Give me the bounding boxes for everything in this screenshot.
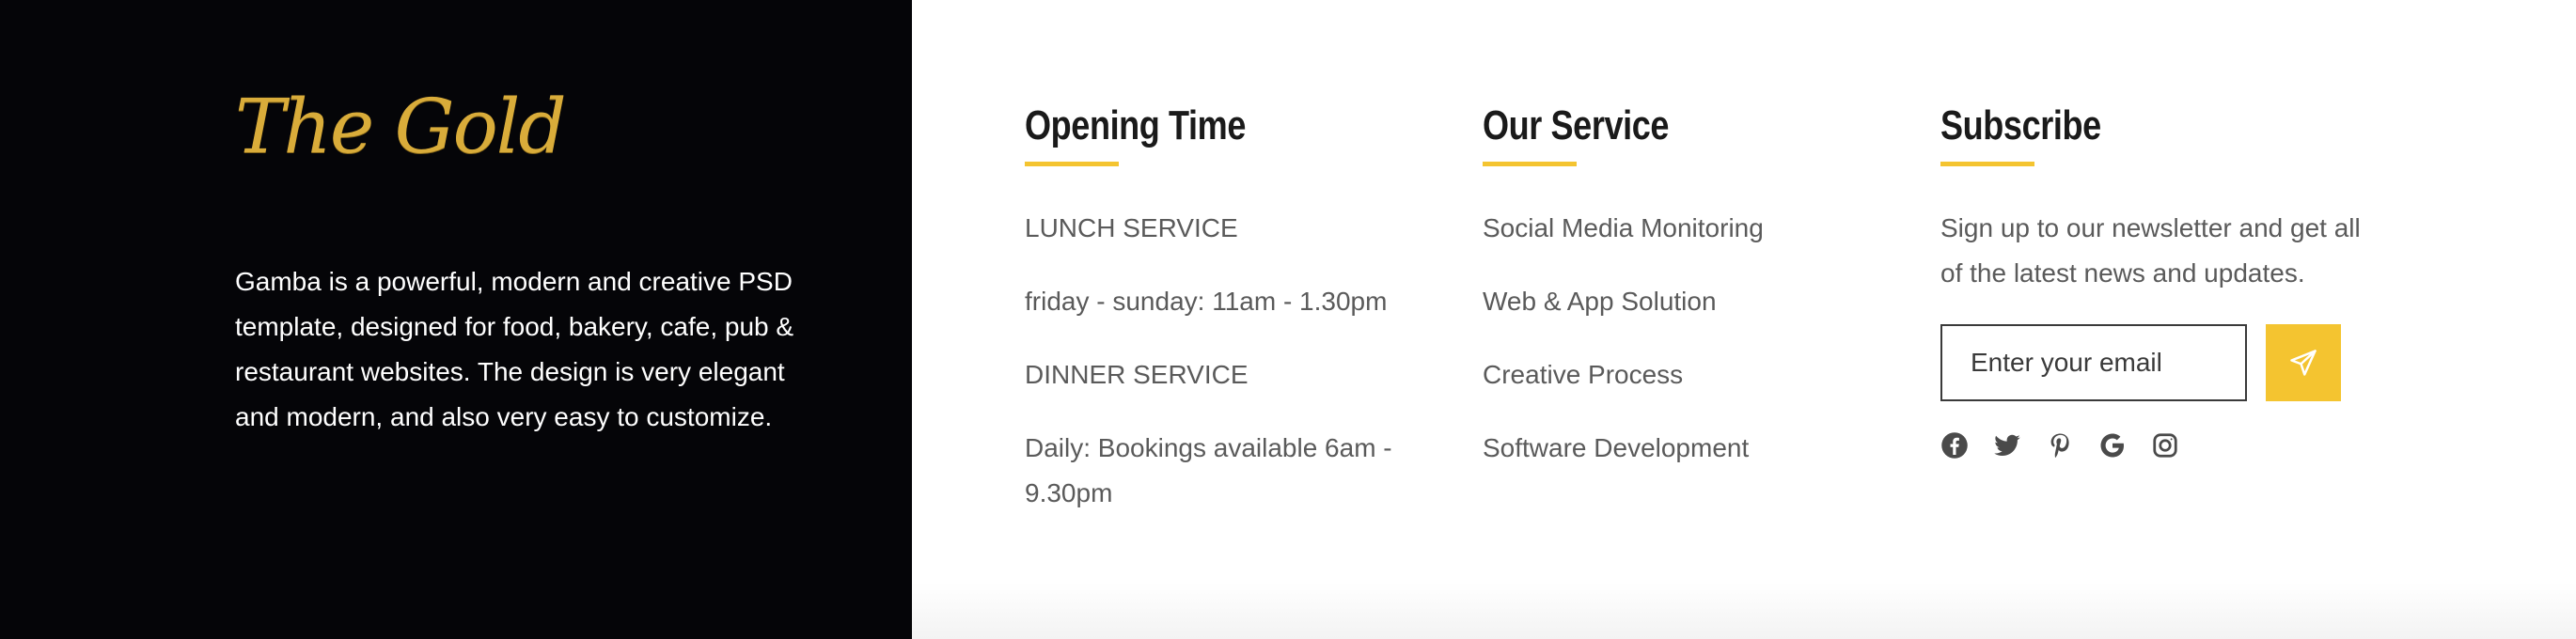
title-underline xyxy=(1940,162,2034,166)
service-link[interactable]: Creative Process xyxy=(1483,360,1684,389)
opening-time-item: LUNCH SERVICE xyxy=(1025,213,1238,242)
opening-time-title: Opening Time xyxy=(1025,102,1246,148)
opening-time-column xyxy=(1025,101,1420,544)
opening-time-item: DINNER SERVICE xyxy=(1025,360,1249,389)
subscribe-text: Sign up to our newsletter and get all of the latest news and updates. xyxy=(1940,213,2361,288)
title-underline xyxy=(1483,162,1577,166)
email-input[interactable] xyxy=(1940,324,2247,401)
subscribe-form xyxy=(1940,324,2373,401)
opening-time-item: friday - sunday: 11am - 1.30pm xyxy=(1025,287,1388,316)
title-underline xyxy=(1025,162,1119,166)
bottom-shadow xyxy=(912,583,2576,639)
pinterest-icon[interactable] xyxy=(2046,431,2074,460)
subscribe-column xyxy=(1940,101,2373,460)
instagram-icon[interactable] xyxy=(2151,431,2179,460)
brand-description: Gamba is a powerful, modern and creative PSD template, designed for food, bakery, cafe, pub & restaurant websites. The design is very elegant and modern, and also very easy to customize. xyxy=(235,267,794,431)
our-service-title: Our Service xyxy=(1483,102,1670,148)
our-service-column xyxy=(1483,101,1764,499)
subscribe-title: Subscribe xyxy=(1940,102,2101,148)
opening-time-list xyxy=(1025,206,1420,516)
service-list xyxy=(1483,206,1764,471)
service-link[interactable]: Social Media Monitoring xyxy=(1483,213,1764,242)
paper-plane-icon xyxy=(2289,349,2317,377)
service-link[interactable]: Web & App Solution xyxy=(1483,287,1717,316)
brand-panel xyxy=(0,0,912,639)
opening-time-item: Daily: Bookings available 6am - 9.30pm xyxy=(1025,433,1392,507)
google-icon[interactable] xyxy=(2098,431,2127,460)
service-link[interactable]: Software Development xyxy=(1483,433,1750,462)
facebook-icon[interactable] xyxy=(1940,431,1969,460)
twitter-icon[interactable] xyxy=(1993,431,2021,460)
subscribe-button[interactable] xyxy=(2266,324,2341,401)
social-links xyxy=(1940,431,2373,460)
brand-logo[interactable]: The Gold xyxy=(235,83,565,170)
